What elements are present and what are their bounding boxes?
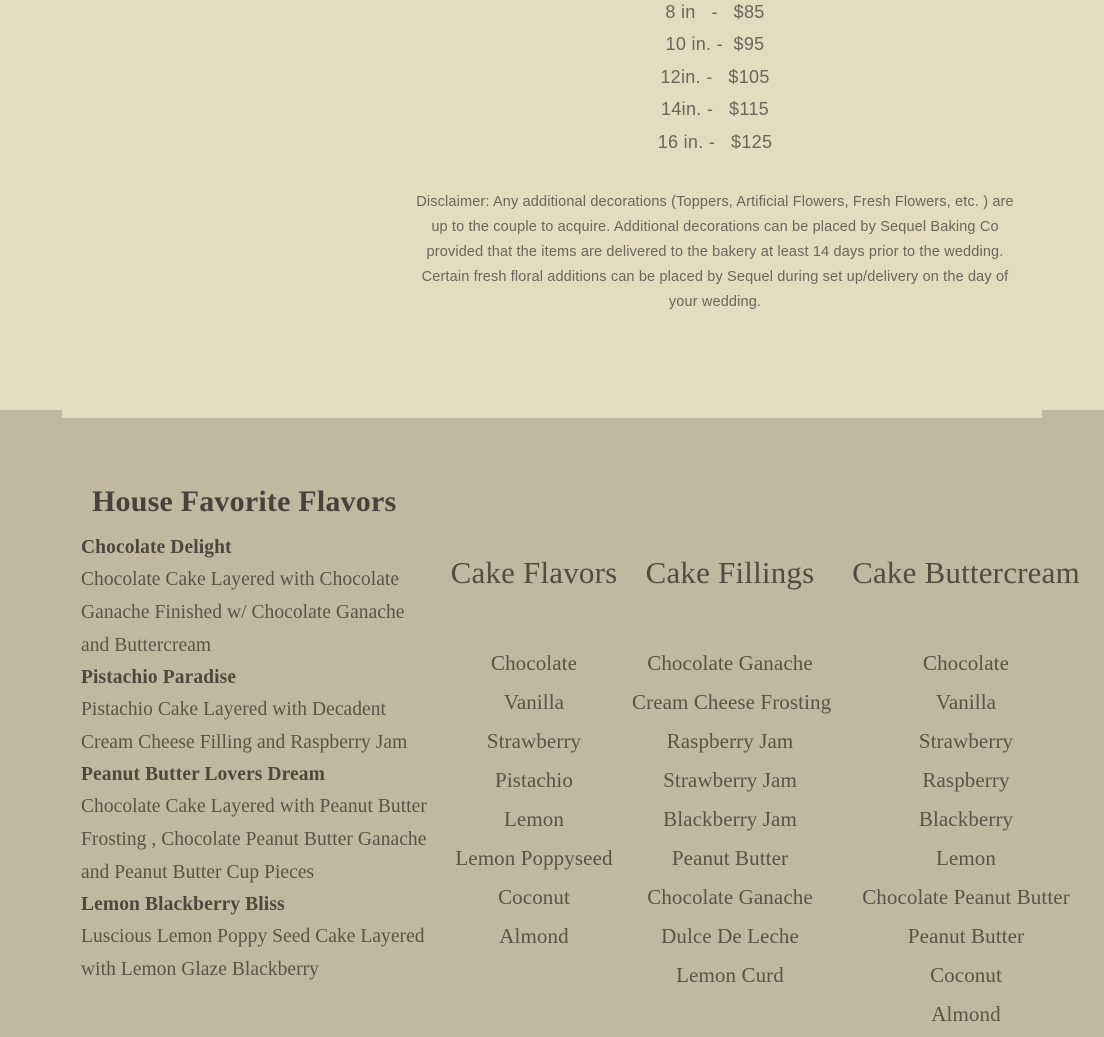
house-favorites-section (0, 410, 1104, 1037)
price-row: 12in. - $105 (660, 66, 770, 87)
menu-item: Chocolate (490, 651, 578, 675)
menu-item: Lemon Curd (676, 963, 784, 987)
menu-item: Vanilla (935, 690, 997, 714)
menu-item: Strawberry (918, 729, 1014, 753)
menu-item: Cream Cheese Frosting (632, 690, 832, 714)
list-item (81, 759, 433, 889)
menu-item: Dulce De Leche (661, 924, 799, 948)
menu-item: Chocolate Ganache (647, 651, 813, 675)
cake-fillings-column (632, 644, 832, 995)
favorite-description: Luscious Lemon Poppy Seed Cake Layered with Lemon Glaze Blackberry (81, 926, 425, 980)
menu-item: Lemon (504, 807, 564, 831)
house-favorites-list (81, 532, 433, 986)
favorite-description: Pistachio Cake Layered with Decadent Cream Cheese Filling and Raspberry Jam (81, 699, 408, 753)
list-item (81, 889, 433, 986)
menu-item: Peanut Butter (907, 924, 1025, 948)
menu-item: Strawberry (486, 729, 582, 753)
menu-item: Coconut (498, 885, 570, 909)
column-header-cake-buttercream: Cake Buttercream (852, 555, 1080, 590)
cake-flavors-column (436, 644, 632, 956)
menu-item: Chocolate (922, 651, 1010, 675)
menu-item: Lemon (936, 846, 996, 870)
menu-header-row (436, 555, 1104, 599)
disclaimer-text: Disclaimer: Any additional decorations (Toppers, Artificial Flowers, Fresh Flowers, etc. ) are up to the couple to acquire. Additional decorations can be placed by Sequel Baking Co provided that the items are delivered to the bakery at least 14 days prior to the wedding. Certain fresh floral additions can be placed by Sequel during set up/delivery on the day of your wedding. (416, 194, 1014, 310)
favorite-name: Lemon Blackberry Bliss (81, 894, 285, 915)
list-item (81, 532, 433, 662)
menu-item: Almond (499, 924, 569, 948)
menu-item: Blackberry (918, 807, 1014, 831)
column-header-cake-fillings: Cake Fillings (645, 555, 815, 590)
column-header-cake-flavors: Cake Flavors (450, 555, 618, 590)
menu-item: Peanut Butter (671, 846, 789, 870)
menu-item: Lemon Poppyseed (455, 846, 613, 870)
cake-buttercream-column (828, 644, 1104, 1034)
cake-price-list (430, 0, 1000, 158)
menu-item: Blackberry Jam (663, 807, 797, 831)
menu-columns (436, 555, 1104, 1026)
favorite-name: Peanut Butter Lovers Dream (81, 764, 325, 785)
price-row: 10 in. - $95 (665, 34, 765, 55)
favorite-description: Chocolate Cake Layered with Peanut Butter Frosting , Chocolate Peanut Butter Ganache and Peanut Butter Cup Pieces (81, 796, 427, 883)
menu-item: Pistachio (495, 768, 573, 792)
favorite-name: Chocolate Delight (81, 537, 232, 558)
price-row: 16 in. - $125 (657, 131, 773, 152)
menu-item: Vanilla (503, 690, 565, 714)
price-row: 8 in - $85 (665, 2, 765, 22)
menu-item: Raspberry Jam (666, 729, 794, 753)
page-title: House Favorite Flavors (92, 485, 397, 518)
menu-item: Raspberry (922, 768, 1010, 792)
menu-item: Coconut (930, 963, 1002, 987)
list-item (81, 662, 433, 759)
menu-item: Almond (931, 1002, 1001, 1026)
section-divider-notch (62, 410, 1042, 418)
price-row: 14in. - $115 (661, 99, 769, 120)
menu-item: Chocolate Ganache (647, 885, 813, 909)
pricing-section (0, 0, 1104, 418)
menu-item: Chocolate Peanut Butter (862, 885, 1070, 909)
favorite-name: Pistachio Paradise (81, 667, 237, 688)
favorite-description: Chocolate Cake Layered with Chocolate Ganache Finished w/ Chocolate Ganache and Buttercream (81, 569, 405, 656)
menu-item: Strawberry Jam (663, 768, 797, 792)
